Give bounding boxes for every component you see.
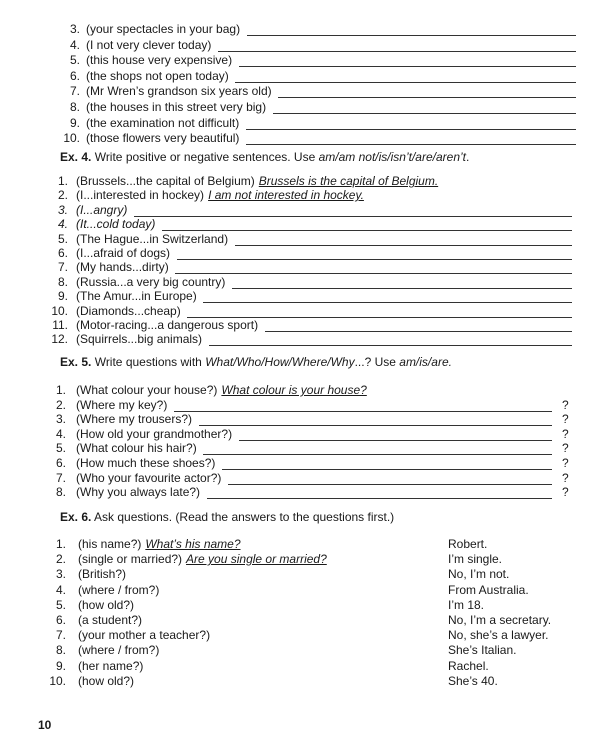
exercise-item — [0, 383, 600, 399]
item-prompt — [76, 304, 181, 318]
item-number: 6. — [69, 68, 80, 83]
page-number: 10 — [38, 718, 52, 732]
answer-line[interactable] — [239, 53, 576, 67]
item-number: 2. — [55, 552, 66, 567]
prompt-text: (those flowers very beautiful) — [86, 131, 240, 146]
prompt-text: (how old?) — [78, 673, 135, 688]
item-number: 9. — [69, 115, 80, 130]
item-number: 8. — [69, 100, 80, 114]
exercise-item — [0, 674, 600, 690]
item-prompt — [86, 38, 211, 52]
given-reply: No, I’m not. — [448, 567, 510, 582]
item-number: 5. — [57, 231, 68, 246]
exercise-4-label: Ex. 4. — [60, 150, 92, 164]
exercise-6-heading — [60, 510, 394, 524]
item-number: 6. — [55, 456, 66, 470]
item-prompt — [76, 232, 228, 246]
exercise-item — [0, 69, 600, 85]
item-prompt — [76, 275, 225, 289]
exercise-5-instruction-verbs: am/is/are. — [399, 355, 452, 369]
answer-line[interactable] — [207, 485, 552, 499]
item-number: 3. — [57, 202, 68, 217]
item-number: 7. — [55, 470, 66, 485]
question-mark: ? — [562, 485, 569, 500]
answer-line[interactable] — [209, 332, 572, 346]
question-mark: ? — [562, 456, 569, 470]
item-prompt — [78, 537, 241, 551]
given-reply: Rachel. — [448, 658, 489, 673]
item-prompt — [86, 53, 232, 67]
item-number: 5. — [55, 597, 66, 612]
item-number: 4. — [69, 37, 80, 52]
item-prompt — [78, 628, 210, 642]
item-prompt — [76, 485, 200, 499]
question-mark: ? — [562, 441, 569, 456]
answer-line[interactable] — [235, 69, 576, 83]
exercise-item — [0, 598, 600, 614]
answer-line[interactable] — [278, 84, 576, 98]
exercise-item — [0, 131, 600, 147]
item-number: 10. — [49, 673, 66, 688]
item-prompt — [76, 246, 170, 260]
sample-answer: I am not interested in hockey. — [208, 188, 364, 203]
item-number: 10. — [63, 131, 80, 146]
item-prompt — [78, 598, 134, 612]
given-reply: No, I’m a secretary. — [448, 613, 552, 627]
item-number: 5. — [69, 53, 80, 68]
exercise-4-instruction-end: . — [466, 150, 470, 164]
prompt-text: (My hands...dirty) — [76, 260, 169, 275]
prompt-text: (Russia...a very big country) — [76, 274, 226, 289]
prompt-text: (What colour your house?) — [76, 383, 218, 397]
answer-line[interactable] — [187, 304, 572, 318]
question-mark: ? — [562, 470, 569, 485]
exercise-item — [0, 427, 600, 443]
prompt-text: (The Amur...in Europe) — [76, 289, 197, 304]
item-prompt — [86, 131, 239, 145]
prompt-text: (Brussels...the capital of Belgium) — [76, 174, 255, 188]
item-prompt — [76, 203, 127, 217]
item-number: 7. — [55, 628, 66, 643]
answer-line[interactable] — [203, 289, 572, 303]
item-prompt — [76, 471, 221, 485]
item-prompt — [76, 318, 258, 332]
prompt-text: (Why you always late?) — [76, 485, 201, 500]
exercise-item — [0, 613, 600, 629]
item-number: 12. — [51, 332, 68, 347]
prompt-text: (your mother a teacher?) — [78, 628, 211, 643]
answer-line[interactable] — [235, 232, 572, 246]
item-number: 1. — [55, 537, 66, 551]
item-number: 8. — [57, 274, 68, 289]
answer-line[interactable] — [162, 217, 572, 231]
answer-line[interactable] — [134, 203, 572, 217]
item-prompt — [76, 398, 167, 412]
exercise-5-heading — [60, 355, 452, 369]
prompt-text: (Motor-racing...a dangerous sport) — [76, 318, 259, 332]
item-number: 3. — [69, 22, 80, 36]
prompt-text: (Who your favourite actor?) — [76, 470, 222, 485]
item-number: 8. — [55, 485, 66, 500]
prompt-text: (where / from?) — [78, 643, 160, 658]
exercise-item — [0, 456, 600, 472]
exercise-item — [0, 38, 600, 54]
exercise-5-instruction-words: What/Who/How/Where/Why — [205, 355, 355, 369]
answer-line[interactable] — [265, 318, 572, 332]
exercise-item — [0, 628, 600, 644]
exercise-6-label: Ex. 6. — [60, 510, 92, 524]
exercise-4-instruction: Write positive or negative sentences. Use — [94, 150, 319, 164]
item-prompt — [86, 69, 229, 83]
question-mark: ? — [562, 397, 569, 412]
answer-line[interactable] — [174, 398, 552, 412]
item-number: 8. — [55, 643, 66, 658]
item-prompt — [86, 116, 239, 130]
prompt-text: (where / from?) — [78, 582, 160, 597]
answer-line[interactable] — [246, 131, 576, 145]
exercise-5-label: Ex. 5. — [60, 355, 92, 369]
exercise-4-instruction-verbs: am/am not/is/isn’t/are/aren’t — [318, 150, 466, 164]
exercise-item — [0, 471, 600, 487]
exercise-item — [0, 116, 600, 132]
prompt-text: (your spectacles in your bag) — [86, 22, 241, 36]
answer-line[interactable] — [246, 116, 576, 130]
exercise-item — [0, 441, 600, 457]
sample-answer: What colour is your house? — [221, 383, 367, 397]
sample-answer: Brussels is the capital of Belgium. — [258, 174, 439, 188]
answer-line[interactable] — [177, 246, 572, 260]
given-reply: Robert. — [448, 537, 488, 551]
prompt-text: (I not very clever today) — [86, 37, 212, 52]
prompt-text: (How much these shoes?) — [76, 456, 216, 470]
answer-line[interactable] — [222, 456, 552, 470]
sample-answer: What’s his name? — [145, 537, 241, 551]
exercise-item — [0, 22, 600, 38]
item-prompt — [76, 174, 438, 188]
exercise-5-instruction: Write questions with — [94, 355, 206, 369]
question-mark: ? — [562, 426, 569, 441]
item-number: 4. — [55, 582, 66, 597]
answer-line[interactable] — [199, 412, 552, 426]
item-number: 7. — [57, 260, 68, 275]
given-reply: From Australia. — [448, 582, 529, 597]
item-prompt — [78, 659, 143, 673]
item-prompt — [78, 567, 126, 581]
item-prompt — [78, 613, 142, 627]
item-prompt — [78, 643, 159, 657]
item-number: 2. — [57, 188, 68, 203]
prompt-text: (How old your grandmother?) — [76, 426, 233, 441]
item-prompt — [86, 22, 240, 36]
item-number: 11. — [52, 318, 68, 332]
answer-line[interactable] — [218, 38, 576, 52]
prompt-text: (his name?) — [78, 537, 142, 551]
item-number: 6. — [55, 613, 66, 627]
item-number: 4. — [57, 217, 68, 232]
item-prompt — [78, 674, 134, 688]
given-reply: She’s Italian. — [448, 643, 517, 658]
item-prompt — [76, 427, 232, 441]
prompt-text: (Squirrels...big animals) — [76, 332, 203, 347]
prompt-text: (the shops not open today) — [86, 68, 229, 83]
answer-line[interactable] — [247, 22, 576, 36]
answer-line[interactable] — [228, 471, 552, 485]
answer-line[interactable] — [175, 260, 572, 274]
exercise-item — [0, 643, 600, 659]
prompt-text: (how old?) — [78, 597, 135, 612]
exercise-item — [0, 537, 600, 553]
item-number: 5. — [55, 441, 66, 456]
question-mark: ? — [562, 412, 569, 427]
item-number: 4. — [55, 426, 66, 441]
prompt-text: (this house very expensive) — [86, 53, 233, 68]
item-number: 6. — [57, 246, 68, 260]
prompt-text: (Where my key?) — [76, 397, 168, 412]
prompt-text: (the examination not difficult) — [86, 115, 240, 130]
exercise-item — [0, 567, 600, 583]
answer-line[interactable] — [273, 100, 576, 114]
answer-line[interactable] — [232, 275, 572, 289]
item-number: 2. — [55, 397, 66, 412]
item-prompt — [76, 332, 202, 346]
exercise-item — [0, 100, 600, 116]
exercise-item — [0, 485, 600, 501]
given-reply: I’m single. — [448, 552, 503, 567]
item-number: 9. — [57, 289, 68, 304]
item-number: 7. — [69, 84, 80, 99]
item-number: 1. — [57, 174, 68, 188]
exercise-item — [0, 53, 600, 69]
item-number: 3. — [55, 567, 66, 582]
prompt-text: (Mr Wren’s grandson six years old) — [86, 84, 272, 99]
item-prompt — [76, 383, 367, 397]
prompt-text: (I...angry) — [76, 202, 128, 217]
prompt-text: (I...interested in hockey) — [76, 188, 205, 203]
item-prompt — [86, 84, 272, 98]
item-prompt — [76, 260, 169, 274]
prompt-text: (the houses in this street very big) — [86, 100, 267, 114]
exercise-5-instruction-mid: ...? Use — [354, 355, 400, 369]
item-number: 3. — [55, 412, 66, 427]
item-number: 9. — [55, 658, 66, 673]
prompt-text: (What colour his hair?) — [76, 441, 197, 456]
given-reply: She’s 40. — [448, 673, 498, 688]
exercise-item — [0, 412, 600, 428]
exercise-item — [0, 332, 600, 348]
prompt-text: (a student?) — [78, 613, 143, 627]
item-number: 10. — [51, 303, 68, 318]
item-prompt — [76, 456, 215, 470]
prompt-text: (single or married?) — [78, 552, 183, 567]
prompt-text: (I...afraid of dogs) — [76, 246, 171, 260]
prompt-text: (Where my trousers?) — [76, 412, 193, 427]
exercise-6-instruction: Ask questions. (Read the answers to the questions first.) — [94, 510, 395, 524]
item-prompt — [76, 289, 197, 303]
item-prompt — [76, 441, 197, 455]
sample-answer: Are you single or married? — [186, 552, 327, 567]
item-prompt — [78, 583, 159, 597]
prompt-text: (The Hague...in Switzerland) — [76, 231, 229, 246]
prompt-text: (It...cold today) — [76, 217, 156, 232]
exercise-item — [0, 552, 600, 568]
item-prompt — [78, 552, 327, 566]
item-prompt — [76, 412, 192, 426]
item-prompt — [76, 188, 364, 202]
given-reply: No, she’s a lawyer. — [448, 628, 549, 643]
item-prompt — [76, 217, 155, 231]
exercise-item — [0, 84, 600, 100]
exercise-item — [0, 583, 600, 599]
answer-line[interactable] — [203, 441, 552, 455]
prompt-text: (her name?) — [78, 658, 144, 673]
exercise-4-heading — [60, 150, 469, 164]
given-reply: I’m 18. — [448, 597, 485, 612]
exercise-item — [0, 659, 600, 675]
prompt-text: (British?) — [78, 567, 127, 582]
answer-line[interactable] — [239, 427, 552, 441]
item-number: 1. — [55, 383, 66, 397]
exercise-item — [0, 398, 600, 414]
prompt-text: (Diamonds...cheap) — [76, 303, 181, 318]
item-prompt — [86, 100, 266, 114]
